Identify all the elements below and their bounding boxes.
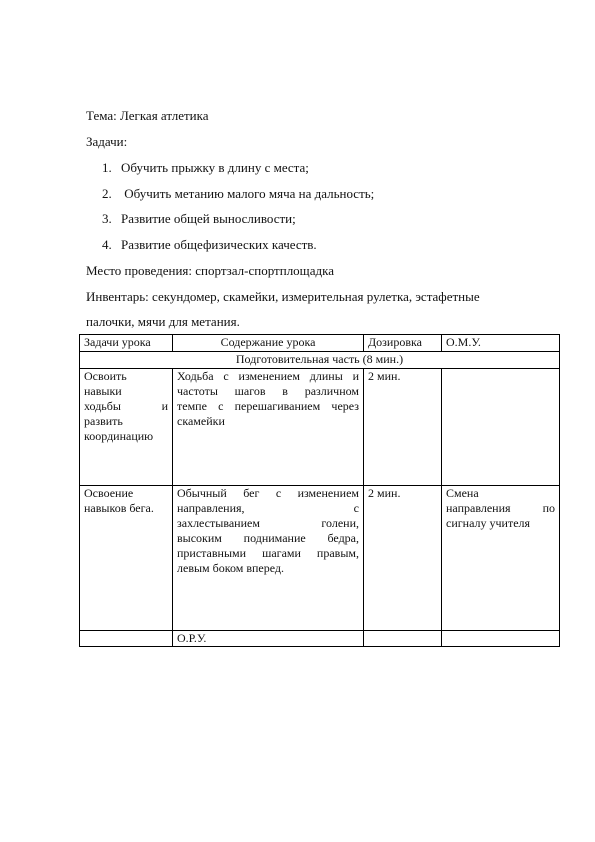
task-item xyxy=(102,211,296,227)
content-cell xyxy=(173,369,364,486)
inventory-line: Инвентарь: секундомер, скамейки, измерительная рулетка, эстафетные xyxy=(86,289,480,304)
lesson-topic: Тема: Легкая атлетика xyxy=(86,108,209,123)
table-row xyxy=(80,631,560,647)
cell-line: частоты шагов в различном xyxy=(177,384,359,398)
lesson-plan-table xyxy=(79,334,560,647)
omu-cell xyxy=(442,486,560,631)
task-text: Обучить прыжку в длину с места; xyxy=(121,160,309,175)
cell-line: навыков бега. xyxy=(84,501,154,515)
task-number: 3. xyxy=(102,211,112,226)
cell-line: координацию xyxy=(84,429,154,443)
section-title: Подготовительная часть (8 мин.) xyxy=(80,352,560,369)
cell-line: направления, с xyxy=(177,501,359,515)
task-text: Обучить метанию малого мяча на дальность; xyxy=(121,186,375,201)
cell-line: Освоить xyxy=(84,369,127,383)
cell-line: левым боком вперед. xyxy=(177,561,285,575)
location-line: Место проведения: спортзал-спортплощадка xyxy=(86,263,334,278)
task-cell xyxy=(80,369,173,486)
task-number: 1. xyxy=(102,160,112,175)
header-cell: О.М.У. xyxy=(442,335,560,352)
cell-line: развить xyxy=(84,414,123,428)
cell-line: ходьбы и xyxy=(84,399,168,413)
omu-cell xyxy=(442,631,560,647)
cell-line: навыки xyxy=(84,384,122,398)
cell-line: скамейки xyxy=(177,414,225,428)
content-cell: О.Р.У. xyxy=(173,631,364,647)
task-number: 2. xyxy=(102,186,112,201)
cell-line: захлестыванием голени, xyxy=(177,516,359,530)
task-item xyxy=(102,160,309,176)
table-header-row xyxy=(80,335,560,352)
cell-line: Обычный бег с изменением xyxy=(177,486,359,500)
table-row xyxy=(80,369,560,486)
section-row xyxy=(80,352,560,369)
cell-line: высоким поднимание бедра, xyxy=(177,531,359,545)
task-cell xyxy=(80,631,173,647)
content-cell xyxy=(173,486,364,631)
table-row xyxy=(80,486,560,631)
cell-line: темпе с перешагиванием через xyxy=(177,399,359,413)
header-cell: Дозировка xyxy=(364,335,442,352)
dosage-cell: 2 мин. xyxy=(364,486,442,631)
cell-line: направления по xyxy=(446,501,555,515)
dosage-cell xyxy=(364,631,442,647)
dosage-cell: 2 мин. xyxy=(364,369,442,486)
task-number: 4. xyxy=(102,237,112,252)
cell-line: Смена xyxy=(446,486,479,500)
task-cell xyxy=(80,486,173,631)
cell-line: приставными шагами правым, xyxy=(177,546,359,560)
cell-line: Ходьба с изменением длины и xyxy=(177,369,359,383)
task-item xyxy=(102,186,374,202)
task-text: Развитие общефизических качеств. xyxy=(121,237,317,252)
header-cell: Задачи урока xyxy=(80,335,173,352)
omu-cell xyxy=(442,369,560,486)
task-text: Развитие общей выносливости; xyxy=(121,211,296,226)
inventory-line-cont: палочки, мячи для метания. xyxy=(86,314,240,329)
header-cell: Содержание урока xyxy=(173,335,364,352)
cell-line: сигналу учителя xyxy=(446,516,531,530)
tasks-heading: Задачи: xyxy=(86,134,128,149)
task-item xyxy=(102,237,317,253)
cell-line: Освоение xyxy=(84,486,134,500)
